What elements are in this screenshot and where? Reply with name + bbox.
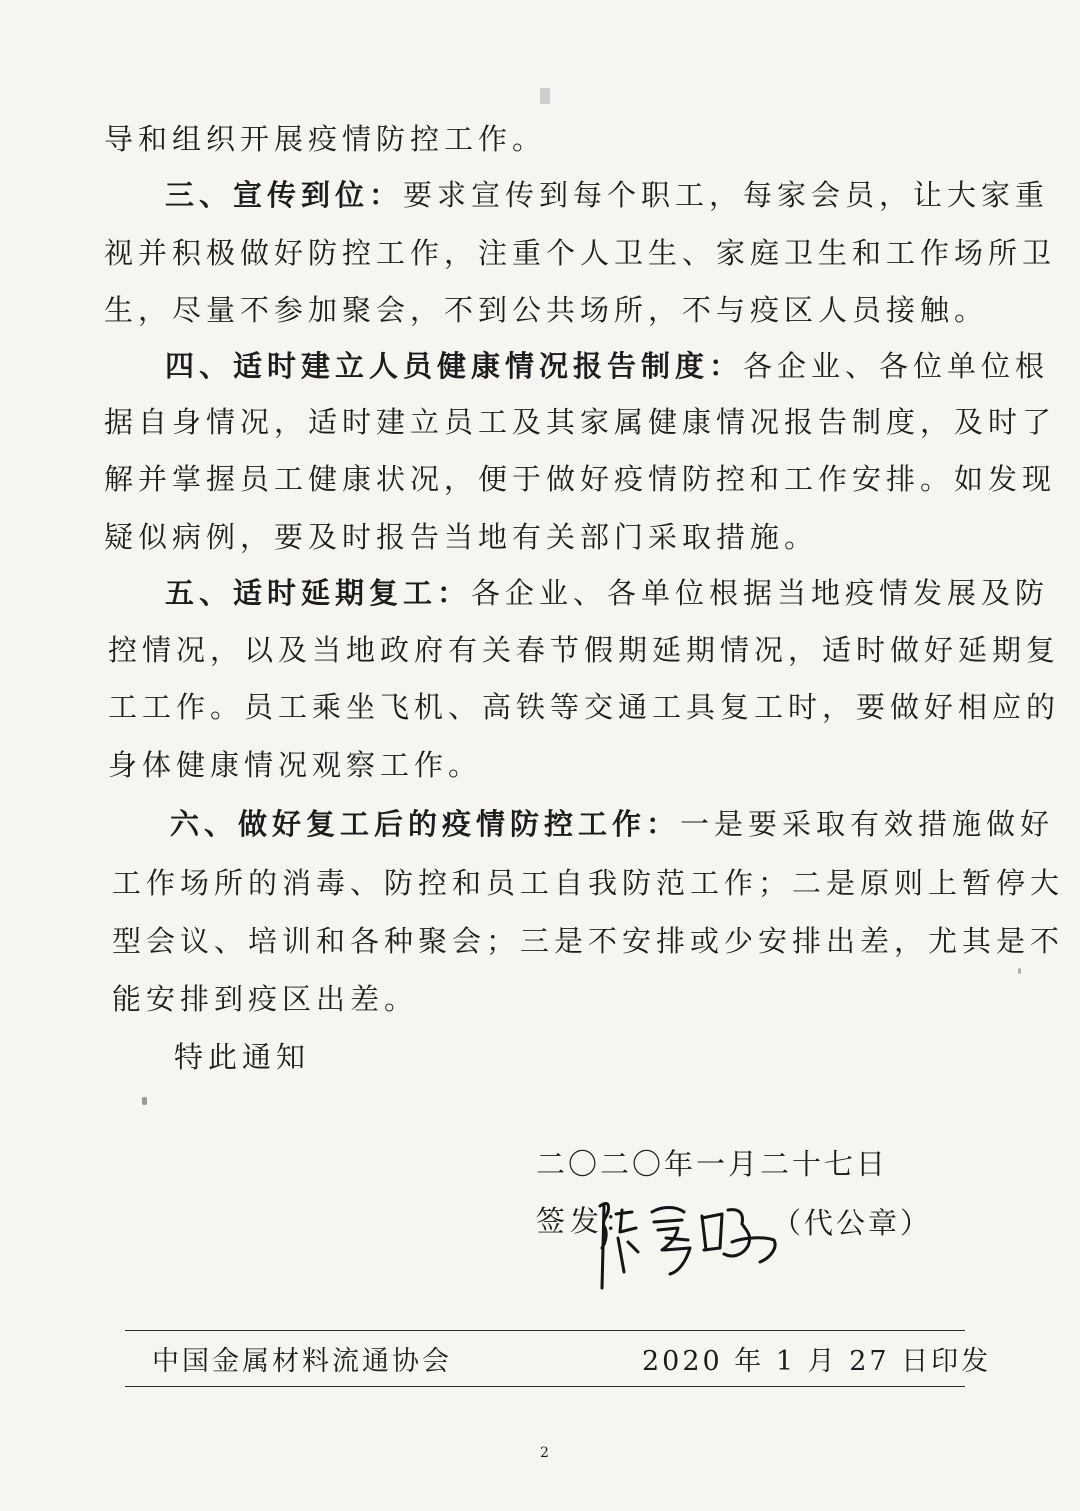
section-5-text: 各企业、各单位根据当地疫情发展及防: [471, 576, 1050, 610]
section-6-text: 一是要采取有效措施做好: [680, 807, 1055, 841]
section-6-line-4: 能安排到疫区出差。: [112, 982, 419, 1016]
section-4-line-2: 据自身情况，适时建立员工及其家属健康情况报告制度，及时了: [104, 405, 1057, 439]
closing-text: 特此通知: [174, 1040, 311, 1074]
section-4-line-4: 疑似病例，要及时报告当地有关部门采取措施。: [104, 520, 819, 554]
section-5-heading: 五、适时延期复工：: [165, 576, 472, 610]
document-date: 二〇二〇年一月二十七日: [536, 1147, 889, 1181]
section-3-line-1: [165, 178, 1049, 212]
footer-organization: 中国金属材料流通协会: [152, 1346, 452, 1377]
scan-mark: [540, 88, 550, 104]
section-4-line-3: 解并掌握员工健康状况，便于做好疫情防控和工作安排。如发现: [104, 462, 1057, 496]
section-5-line-2: 控情况，以及当地政府有关春节假期延期情况，适时做好延期复: [108, 633, 1061, 667]
section-3-line-2: 视并积极做好防控工作，注重个人卫生、家庭卫生和工作场所卫: [104, 236, 1057, 270]
page-number: 2: [540, 1445, 549, 1461]
scan-speck: [142, 1097, 147, 1105]
section-4-heading: 四、适时建立人员健康情况报告制度：: [165, 349, 744, 383]
section-5-line-1: [165, 576, 1049, 610]
footer-issue-date: 2020 年 1 月 27 日印发: [642, 1346, 992, 1377]
section-6-line-2: 工作场所的消毒、防控和员工自我防范工作；二是原则上暂停大: [112, 866, 1065, 900]
signature-note: （代公章）: [772, 1206, 933, 1240]
section-3-line-3: 生，尽量不参加聚会，不到公共场所，不与疫区人员接触。: [104, 293, 989, 327]
section-4-line-1: [165, 349, 1049, 383]
section-3-heading: 三、宣传到位：: [165, 178, 404, 212]
paragraph-2-tail: 导和组织开展疫情防控工作。: [104, 122, 547, 156]
section-6-heading: 六、做好复工后的疫情防控工作：: [170, 807, 681, 841]
footer-top-rule: [125, 1330, 965, 1331]
signature-label: 签发：: [536, 1204, 639, 1238]
section-6-line-1: [170, 807, 1054, 841]
section-5-line-4: 身体健康情况观察工作。: [108, 748, 483, 782]
section-6-line-3: 型会议、培训和各种聚会；三是不安排或少安排出差，尤其是不: [112, 924, 1065, 958]
section-3-text: 要求宣传到每个职工，每家会员，让大家重: [403, 178, 1050, 212]
handwritten-signature: [592, 1192, 782, 1302]
scan-speck-2: [1018, 968, 1021, 974]
section-5-line-3: 工工作。员工乘坐飞机、高铁等交通工具复工时，要做好相应的: [108, 690, 1061, 724]
footer-bottom-rule: [125, 1386, 965, 1387]
section-4-text: 各企业、各位单位根: [743, 349, 1050, 383]
